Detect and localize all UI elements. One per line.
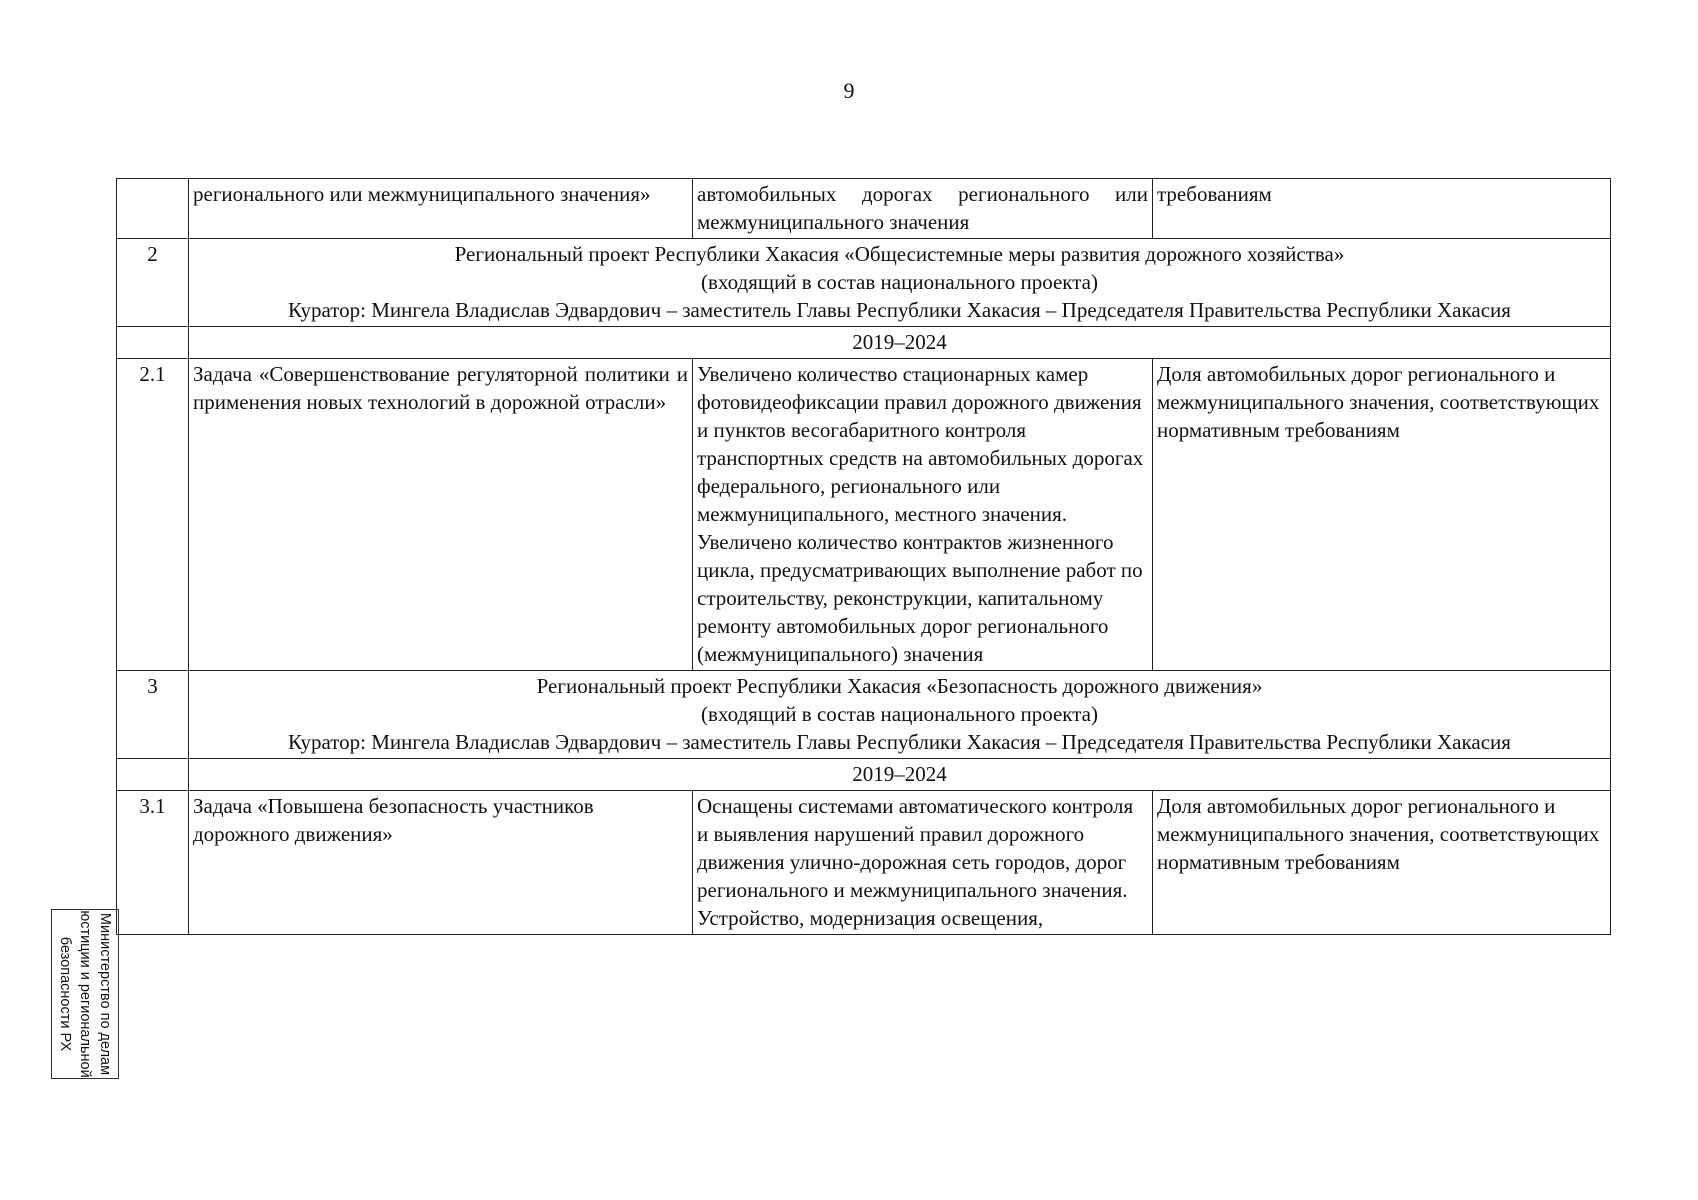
indicator-cell: Доля автомобильных дорог регионального и межмуниципального значения, соответствующих нормативным требованиям: [1153, 791, 1611, 935]
empty-cell: [117, 327, 189, 359]
indicator-cell: Доля автомобильных дорог регионального и межмуниципального значения, соответствующих нормативным требованиям: [1153, 359, 1611, 671]
indicator-cell: требованиям: [1153, 179, 1611, 239]
table-row: [117, 759, 1611, 791]
task-cell: Задача «Совершенствование регуляторной политики и применения новых технологий в дорожной отрасли»: [189, 359, 693, 671]
result-cell: Оснащены системами автоматического контроля и выявления нарушений правил дорожного движения улично-дорожная сеть городов, дорог регионального и межмуниципального значения. Устройство, модернизация освещения,: [693, 791, 1153, 935]
table-row: [117, 179, 1611, 239]
project-title: Региональный проект Республики Хакасия «Общесистемные меры развития дорожного хозяйства»: [454, 242, 1345, 266]
result-cell: Увеличено количество стационарных камер фотовидеофиксации правил дорожного движения и пунктов весогабаритного контроля транспортных средств на автомобильных дорогах федерального, регионального или межмуниципального, местного значения. Увеличено количество контрактов жизненного цикла, предусматривающих выполнение работ по строительству, реконструкции, капитальному ремонту автомобильных дорог регионального (межмуниципального) значения: [693, 359, 1153, 671]
task-cell: Задача «Повышена безопасность участников дорожного движения»: [189, 791, 693, 935]
project-curator: Куратор: Мингела Владислав Эдвардович – заместитель Главы Республики Хакасия – Председателя Правительства Республики Хакасия: [288, 730, 1511, 754]
table-row: [117, 791, 1611, 935]
project-title: Региональный проект Республики Хакасия «Безопасность дорожного движения»: [536, 674, 1263, 698]
project-heading: [189, 671, 1611, 759]
ministry-stamp: [51, 909, 119, 1079]
task-cell: регионального или межмуниципального значения»: [189, 179, 693, 239]
row-number: 3.1: [117, 791, 189, 935]
table-row: [117, 359, 1611, 671]
project-note: (входящий в состав национального проекта): [701, 270, 1098, 294]
page-number: 9: [843, 78, 855, 103]
table-row: [117, 239, 1611, 327]
row-number: 3: [117, 671, 189, 759]
project-heading: [189, 239, 1611, 327]
empty-cell: [117, 759, 189, 791]
program-table: [116, 178, 1611, 935]
project-note: (входящий в состав национального проекта): [701, 702, 1098, 726]
result-cell: автомобильных дорогах регионального или межмуниципального значения: [693, 179, 1153, 239]
project-curator: Куратор: Мингела Владислав Эдвардович – заместитель Главы Республики Хакасия – Председателя Правительства Республики Хакасия: [288, 298, 1511, 322]
table-row: [117, 671, 1611, 759]
table-row: [117, 327, 1611, 359]
row-number: 2.1: [117, 359, 189, 671]
stamp-line: безопасности РХ: [57, 936, 73, 1052]
period-cell: 2019–2024: [189, 759, 1611, 791]
stamp-line: юстиции и региональной: [77, 910, 93, 1078]
row-number: [117, 179, 189, 239]
row-number: 2: [117, 239, 189, 327]
stamp-line: Министерство по делам: [97, 912, 113, 1076]
period-cell: 2019–2024: [189, 327, 1611, 359]
